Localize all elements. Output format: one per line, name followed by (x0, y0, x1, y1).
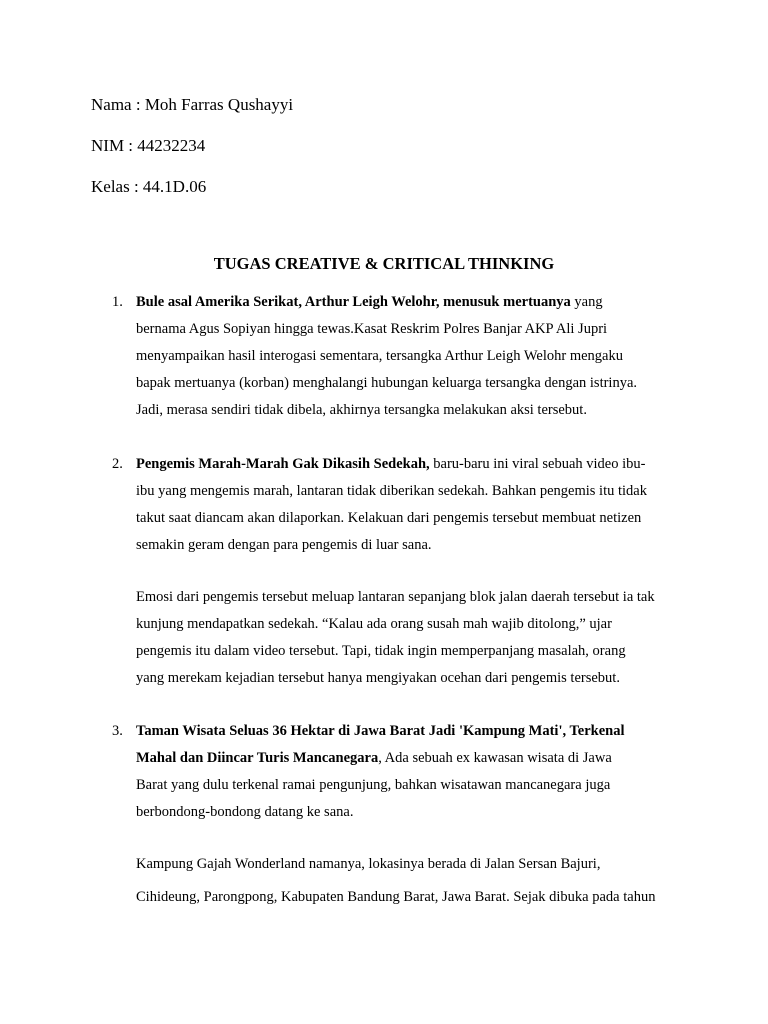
text-line: bapak mertuanya (korban) menghalangi hubungan keluarga tersangka dengan istrinya. (136, 375, 638, 391)
list-item-2-paragraph-2 (136, 584, 686, 692)
text-line: berbondong-bondong datang ke sana. (136, 804, 354, 820)
item-number: 1. (112, 294, 123, 310)
headline-bold: Mahal dan Diincar Turis Mancanegara (136, 750, 379, 766)
text-line: Emosi dari pengemis tersebut meluap lantaran sepanjang blok jalan daerah tersebut ia tak (136, 589, 655, 605)
text-line: ibu yang mengemis marah, lantaran tidak diberikan sedekah. Bahkan pengemis itu tidak (136, 483, 647, 499)
text-line: Kampung Gajah Wonderland namanya, lokasinya berada di Jalan Sersan Bajuri, (136, 856, 601, 872)
text-line (136, 745, 686, 772)
headline-bold: Bule asal Amerika Serikat, Arthur Leigh Welohr, menusuk mertuanya (136, 294, 571, 310)
student-name-line: Nama : Moh Farras Qushayyi (91, 95, 294, 114)
text-line: Cihideung, Parongpong, Kabupaten Bandung Barat, Jawa Barat. Sejak dibuka pada tahun (136, 889, 656, 905)
text-line: menyampaikan hasil interogasi sementara, tersangka Arthur Leigh Welohr mengaku (136, 348, 623, 364)
text-line: pengemis itu dalam video tersebut. Tapi, tidak ingin memperpanjang masalah, orang (136, 643, 626, 659)
text-line: takut saat diancam akan dilaporkan. Kelakuan dari pengemis tersebut membuat netizen (136, 510, 642, 526)
text-line (136, 451, 686, 478)
text-line: Taman Wisata Seluas 36 Hektar di Jawa Barat Jadi 'Kampung Mati', Terkenal (136, 723, 625, 739)
line-text: yang (570, 294, 603, 310)
item-number: 3. (112, 723, 123, 739)
list-item-3-paragraph-2 (136, 851, 686, 911)
list-item-3 (136, 718, 686, 826)
text-line: semakin geram dengan para pengemis di luar sana. (136, 537, 432, 553)
text-line: kunjung mendapatkan sedekah. “Kalau ada orang susah mah wajib ditolong,” ujar (136, 616, 612, 632)
list-item-1 (136, 289, 686, 424)
document-title: TUGAS CREATIVE & CRITICAL THINKING (213, 254, 555, 273)
student-class-line: Kelas : 44.1D.06 (91, 177, 207, 196)
text-line: Barat yang dulu terkenal ramai pengunjung, bahkan wisatawan mancanegara juga (136, 777, 611, 793)
list-item-2 (136, 451, 686, 559)
text-line: yang merekam kejadian tersebut hanya mengiyakan ocehan dari pengemis tersebut. (136, 670, 620, 686)
text-line: bernama Agus Sopiyan hingga tewas.Kasat Reskrim Polres Banjar AKP Ali Jupri (136, 321, 608, 337)
text-line: Jadi, merasa sendiri tidak dibela, akhirnya tersangka melakukan aksi tersebut. (136, 402, 587, 418)
text-line (136, 289, 686, 316)
line-text: , Ada sebuah ex kawasan wisata di Jawa (378, 750, 612, 766)
line-text: baru-baru ini viral sebuah video ibu- (429, 456, 646, 472)
item-number: 2. (112, 456, 123, 472)
student-nim-line: NIM : 44232234 (91, 136, 206, 155)
headline-bold: Pengemis Marah-Marah Gak Dikasih Sedekah, (136, 456, 430, 472)
